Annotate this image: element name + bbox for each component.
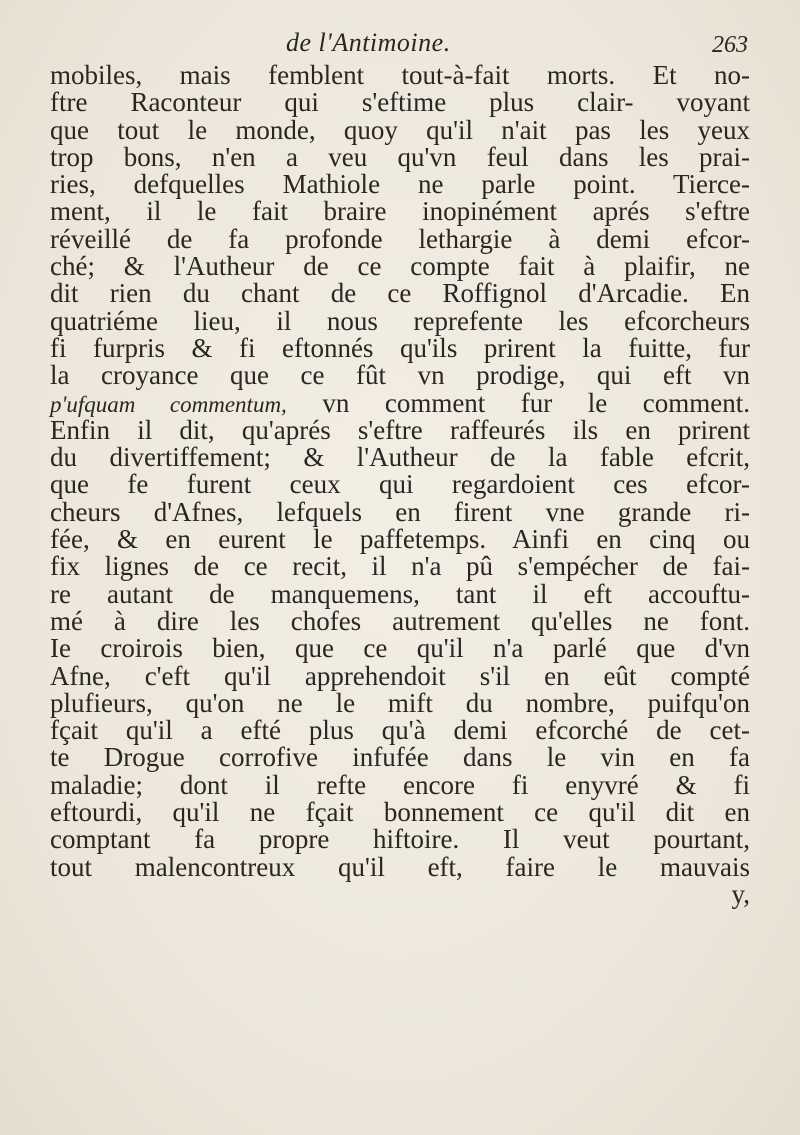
text-line: fi furpris & fi eftonnés qu'ils prirent la fuitte, fur	[50, 332, 750, 363]
italic-latin-phrase: p'ufquam commentum,	[50, 391, 287, 417]
text-line-with-italic	[50, 387, 751, 418]
text-line: Afne, c'eft qu'il apprehendoit s'il en eût compté	[50, 660, 750, 691]
body-text	[50, 62, 750, 908]
text-line: ment, il le fait braire inopinément aprés s'eftre	[50, 196, 750, 227]
text-line: fix lignes de ce recit, il n'a pû s'empécher de fai-	[50, 551, 750, 582]
text-line: Enfin il dit, qu'aprés s'eftre raffeurés ils en prirent	[50, 414, 750, 445]
text-line: trop bons, n'en a veu qu'vn feul dans les prai-	[50, 141, 750, 172]
text-line: ché; & l'Autheur de ce compte fait à plaifir, ne	[50, 251, 750, 282]
text-line-rest: vn comment fur le comment.	[322, 387, 751, 418]
text-line: te Drogue corrofive infufée dans le vin en fa	[50, 742, 750, 773]
text-line: fçait qu'il a efté plus qu'à demi efcorché de cet-	[50, 715, 750, 746]
text-line: la croyance que ce fût vn prodige, qui eft vn	[50, 360, 750, 391]
text-line: cheurs d'Afnes, lefquels en firent vne grande ri-	[50, 496, 750, 527]
text-line: tout malencontreux qu'il eft, faire le mauvais	[50, 851, 750, 882]
text-line: que tout le monde, quoy qu'il n'ait pas les yeux	[50, 114, 750, 145]
text-line: du divertiffement; & l'Autheur de la fable efcrit,	[50, 442, 750, 473]
text-line: ftre Raconteur qui s'eftime plus clair- voyant	[50, 87, 750, 118]
text-line: quatriéme lieu, il nous reprefente les efcorcheurs	[50, 305, 750, 336]
text-line: mé à dire les chofes autrement qu'elles ne font.	[50, 605, 750, 636]
text-line: fée, & en eurent le paffetemps. Ainfi en cinq ou	[50, 524, 750, 555]
text-line: réveillé de fa profonde lethargie à demi efcor-	[50, 223, 750, 254]
text-line: eftourdi, qu'il ne fçait bonnement ce qu'il dit en	[50, 797, 750, 828]
page-number: 263	[712, 32, 748, 58]
text-line: comptant fa propre hiftoire. Il veut pourtant,	[50, 824, 750, 855]
text-line: ries, defquelles Mathiole ne parle point. Tierce-	[50, 169, 750, 200]
text-line: que fe furent ceux qui regardoient ces efcor-	[50, 469, 750, 500]
text-line: plufieurs, qu'on ne le mift du nombre, puifqu'on	[50, 687, 750, 718]
text-line: Ie croirois bien, que ce qu'il n'a parlé que d'vn	[50, 633, 750, 664]
text-line: dit rien du chant de ce Roffignol d'Arcadie. En	[50, 278, 750, 309]
running-title: de l'Antimoine.	[286, 28, 451, 57]
page-header	[0, 20, 800, 60]
text-line: maladie; dont il refte encore fi enyvré & fi	[50, 769, 750, 800]
text-line: mobiles, mais femblent tout-à-fait morts. Et no-	[50, 60, 750, 90]
catchword: y,	[731, 878, 750, 909]
text-line: re autant de manquemens, tant il eft accouftu-	[50, 578, 750, 609]
